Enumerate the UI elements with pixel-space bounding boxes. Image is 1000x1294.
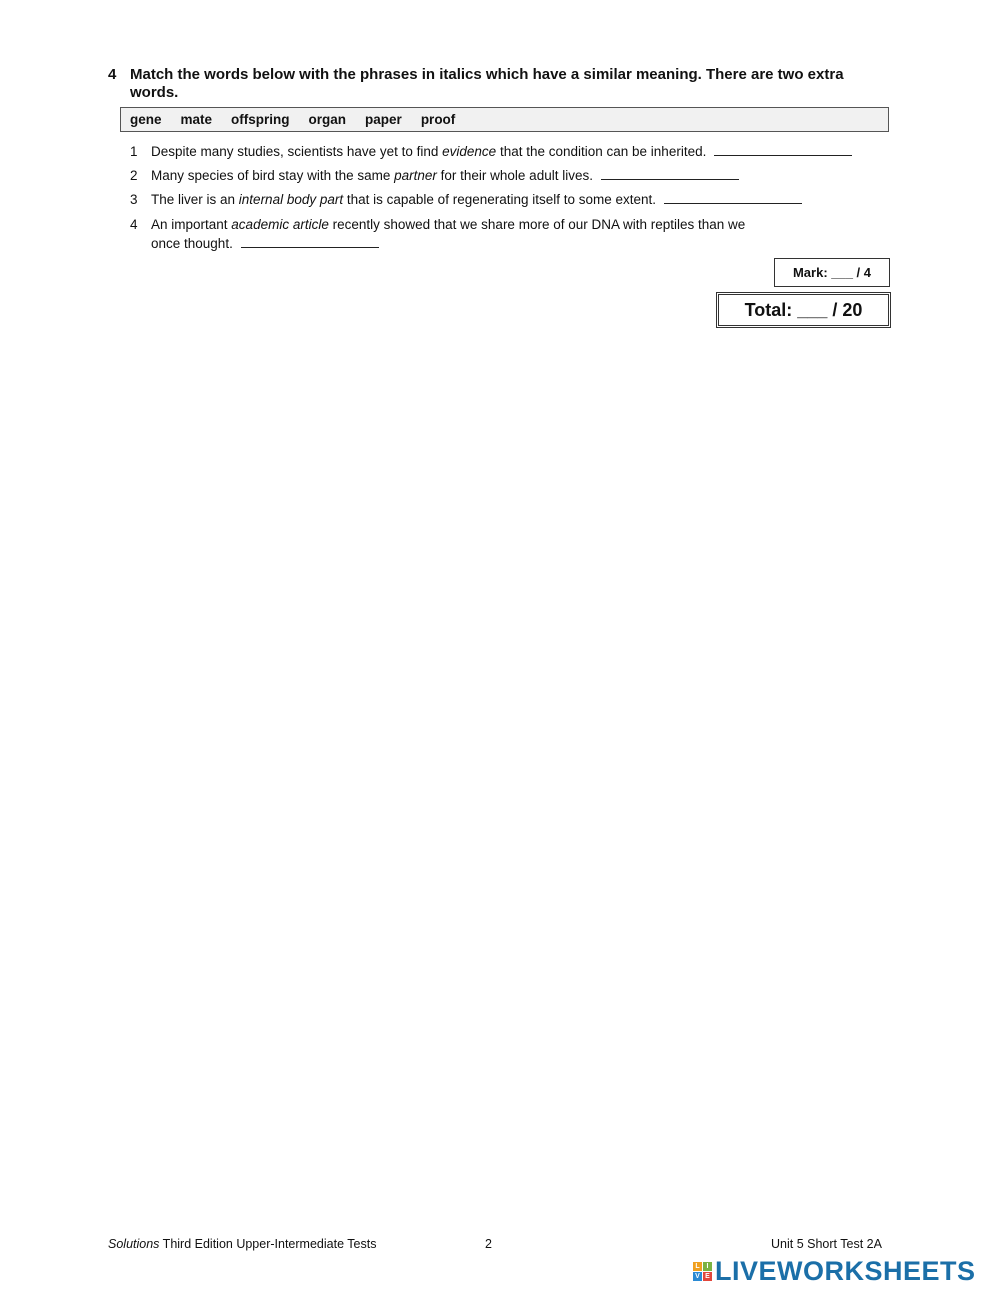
item-continuation: once thought. xyxy=(151,236,233,251)
logo-cell: I xyxy=(703,1262,712,1271)
logo-text: LIVEWORKSHEETS xyxy=(715,1256,976,1286)
word-bank-item: gene xyxy=(130,112,162,127)
logo-cell: V xyxy=(693,1272,702,1281)
answer-blank-2[interactable] xyxy=(601,166,739,180)
item-text-after: that the condition can be inherited. xyxy=(496,144,707,159)
footer-test-name: Unit 5 Short Test 2A xyxy=(771,1237,882,1251)
exercise-item-1 xyxy=(130,142,852,161)
item-italic-phrase: internal body part xyxy=(238,192,344,207)
logo-grid-icon xyxy=(693,1262,712,1281)
question-number: 4 xyxy=(108,66,117,83)
liveworksheets-logo[interactable] xyxy=(693,1256,976,1287)
word-bank-item: mate xyxy=(180,112,213,127)
item-italic-phrase: partner xyxy=(394,168,437,183)
item-text-after: recently showed that we share more of our DNA with reptiles than we xyxy=(328,217,746,232)
footer-book-title xyxy=(108,1237,376,1251)
logo-cell: L xyxy=(693,1262,702,1271)
answer-blank-1[interactable] xyxy=(714,142,852,156)
item-text-before: The liver is an xyxy=(151,192,239,207)
logo-cell: E xyxy=(703,1272,712,1281)
item-text-after: for their whole adult lives. xyxy=(436,168,593,183)
item-text-before: An important xyxy=(151,217,232,232)
exercise-item-2 xyxy=(130,166,739,185)
footer-page-number: 2 xyxy=(485,1237,492,1251)
item-text-before: Despite many studies, scientists have yet to find xyxy=(151,144,443,159)
footer-book-title-rest: Third Edition Upper-Intermediate Tests xyxy=(159,1237,377,1251)
word-bank-item: organ xyxy=(308,112,347,127)
item-number: 2 xyxy=(130,168,138,183)
word-bank-item: offspring xyxy=(231,112,290,127)
word-bank-item: paper xyxy=(365,112,402,127)
item-number: 3 xyxy=(130,192,138,207)
mark-box: Mark: ___ / 4 xyxy=(774,258,890,287)
total-box: Total: ___ / 20 xyxy=(716,292,891,328)
exercise-item-3 xyxy=(130,190,802,209)
exercise-item-4 xyxy=(130,215,745,253)
item-text-before: Many species of bird stay with the same xyxy=(151,168,395,183)
item-italic-phrase: evidence xyxy=(442,144,497,159)
item-number: 4 xyxy=(130,217,138,232)
item-number: 1 xyxy=(130,144,138,159)
item-italic-phrase: academic article xyxy=(231,217,329,232)
footer-book-title-italic: Solutions xyxy=(108,1237,160,1251)
question-instruction: Match the words below with the phrases in italics which have a similar meaning. There are two extra words. xyxy=(130,66,844,101)
word-bank xyxy=(120,107,889,132)
answer-blank-3[interactable] xyxy=(664,190,802,204)
item-text-after: that is capable of regenerating itself to some extent. xyxy=(343,192,657,207)
word-bank-item: proof xyxy=(420,112,456,127)
answer-blank-4[interactable] xyxy=(241,234,379,248)
